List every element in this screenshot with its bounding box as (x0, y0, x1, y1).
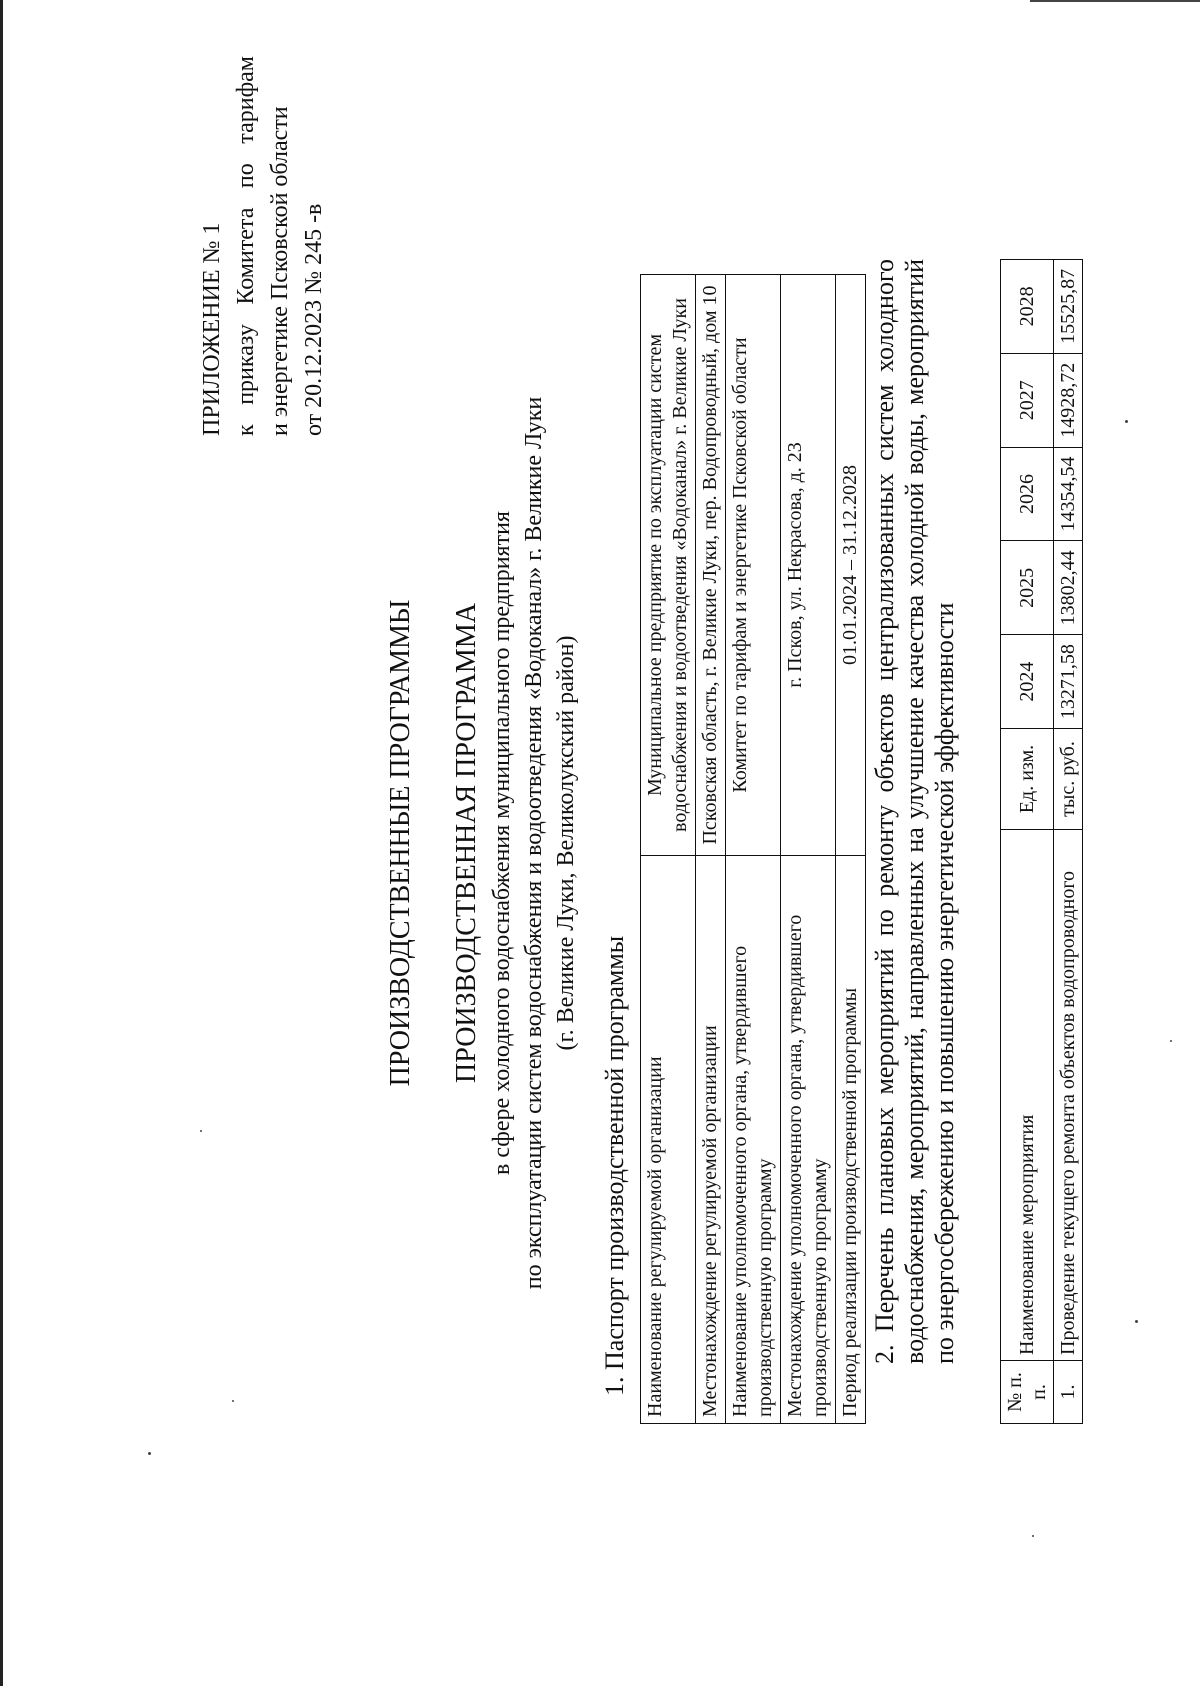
column-header-name: Наименование мероприятия (1001, 830, 1054, 1361)
passport-row-value: Комитет по тарифам и энергетике Псковской области (726, 275, 781, 856)
passport-row-name: Период реализации производственной программы (836, 856, 866, 1424)
table-row (641, 275, 696, 1424)
appendix-title: ПРИЛОЖЕНИЕ № 1 (199, 222, 225, 436)
scan-speck (1125, 420, 1128, 423)
appendix-word: по (233, 163, 259, 189)
program-title: ПРОИЗВОДСТВЕННАЯ ПРОГРАММА (451, 603, 482, 1083)
appendix-block (195, 56, 331, 436)
column-header-year: 2027 (1001, 353, 1054, 447)
table-row (1054, 260, 1083, 1424)
table-header-row (1001, 260, 1054, 1424)
row-unit: тыс. руб. (1054, 729, 1083, 830)
program-subtitle (486, 0, 582, 1686)
program-subtitle-line-2: по эксплуатации систем водоснабжения и водоотведения «Водоканал» г. Великие Луки (521, 396, 547, 1290)
row-event-name: Проведение текущего ремонта объектов водопроводного (1054, 830, 1083, 1361)
appendix-word: Комитета (233, 207, 259, 305)
appendix-line-4: от 20.12.2023 № 245 -в (301, 203, 327, 436)
table-row (696, 275, 726, 1424)
events-section-text (870, 259, 960, 1424)
column-header-year: 2025 (1001, 541, 1054, 635)
passport-section-title: 1. Паспорт производственной программы (600, 935, 629, 1396)
table-row (836, 275, 866, 1424)
passport-row-name: Наименование регулируемой организации (641, 856, 696, 1424)
column-header-number: № п. п. (1001, 1361, 1054, 1424)
scan-speck (1135, 1320, 1138, 1323)
row-value-2028: 15525,87 (1054, 260, 1083, 354)
passport-row-name: Наименование уполномоченного органа, утвердившего производственную программу (726, 856, 781, 1424)
passport-row-value: Муниципальное предприятие по эксплуатации систем водоснабжения и водоотведения «Водоканал» г. Великие Луки (641, 275, 696, 856)
row-value-2027: 14928,72 (1054, 353, 1083, 447)
appendix-line-3: и энергетике Псковской области (267, 106, 293, 436)
row-number: 1. (1054, 1361, 1083, 1424)
main-heading: ПРОИЗВОДСТВЕННЫЕ ПРОГРАММЫ (385, 599, 416, 1087)
passport-table (640, 274, 866, 1424)
passport-row-name: Местонахождение регулируемой организации (696, 856, 726, 1424)
passport-row-value: 01.01.2024 – 31.12.2028 (836, 275, 866, 856)
table-row (726, 275, 781, 1424)
passport-row-value: г. Псков, ул. Некрасова, д. 23 (781, 275, 836, 856)
program-subtitle-line-3: (г. Великие Луки, Великолукский район) (553, 635, 579, 1051)
scan-speck (1032, 1535, 1034, 1537)
appendix-word: приказу (233, 324, 259, 405)
scan-speck (200, 1130, 202, 1132)
column-header-year: 2024 (1001, 635, 1054, 729)
appendix-word: к (233, 424, 259, 436)
row-value-2025: 13802,44 (1054, 541, 1083, 635)
program-subtitle-line-1: в сфере холодного водоснабжения муниципального предприятия (489, 511, 515, 1175)
passport-row-value: Псковская область, г. Великие Луки, пер. Водопроводный, дом 10 (696, 275, 726, 856)
events-table (1000, 259, 1083, 1424)
scan-speck (1170, 1040, 1172, 1042)
scan-speck (148, 1452, 151, 1455)
appendix-word: тарифам (233, 56, 259, 144)
table-row (781, 275, 836, 1424)
row-value-2024: 13271,58 (1054, 635, 1083, 729)
events-section-paragraph: 2. Перечень плановых мероприятий по ремонту объектов централизованных систем холодного водоснабжения, мероприятий, направленных на улучшение качества холодной воды, мероприятий по энергосбережению и повышению энергетической эффективности (870, 259, 959, 1364)
column-header-unit: Ед. изм. (1001, 729, 1054, 830)
scan-speck (232, 1400, 234, 1402)
column-header-year: 2028 (1001, 260, 1054, 354)
passport-row-name: Местонахождение уполномоченного органа, утвердившего производственную программу (781, 856, 836, 1424)
column-header-year: 2026 (1001, 447, 1054, 541)
appendix-line-2 (229, 56, 263, 436)
row-value-2026: 14354,54 (1054, 447, 1083, 541)
